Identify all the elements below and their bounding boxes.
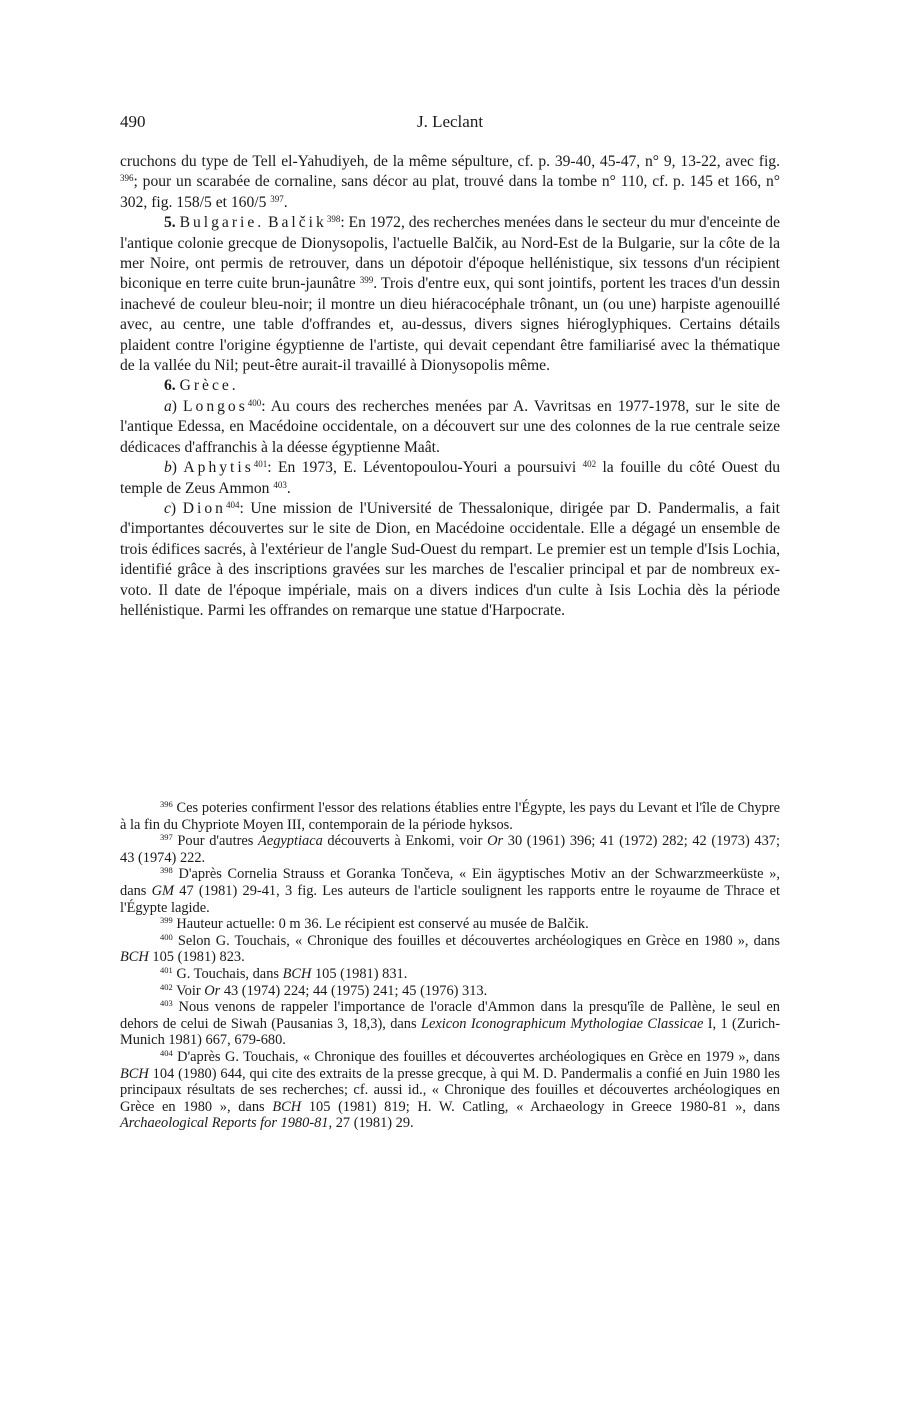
note-ref: 396 (120, 173, 134, 184)
text-run: D'après Cornelia Strauss et Goranka Tončeva, « Ein ägyptisches Motiv an der Schwarzmeerküste », dans (120, 866, 780, 899)
note-ref: 402 (160, 981, 173, 992)
paragraph (120, 376, 780, 396)
italic-text: b (164, 459, 172, 477)
footnote (120, 866, 780, 916)
footnote (120, 833, 780, 866)
text-run: I, 1 (Zurich-Munich 1981) 667, 679-680. (120, 1015, 780, 1049)
running-title: J. Leclant (416, 112, 484, 131)
text-run: 104 (1980) 644, qui cite des extraits de la presse grecque, à qui M. D. Pandermalis a confié en Juin 1980 les principaux résultats de ses recherches; cf. aussi id., « Chronique des fouilles et découvertes archéologiques en Grèce en 1980 », dans (120, 1065, 780, 1115)
italic-text: Lexicon Iconographicum Mythologiae Classicae (420, 1015, 704, 1032)
page (120, 112, 780, 621)
text-run: D'après G. Touchais, « Chronique des fouilles et découvertes archéologiques en Grèce en 1979 », dans (172, 1048, 780, 1065)
text-run: , 27 (1981) 29. (328, 1115, 414, 1132)
italic-text: a (164, 397, 172, 415)
italic-text: Aegyptiaca (258, 833, 323, 850)
note-ref: 401 (160, 964, 173, 975)
paragraph (120, 499, 780, 621)
text-run: cruchons du type de Tell el-Yahudiyeh, de la même sépulture, cf. p. 39-40, 45-47, n° 9, 13-22, avec fig. (120, 153, 780, 170)
text-run: : Une mission de l'Université de Thessalonique, dirigée par D. Pandermalis, a fait d'importantes découvertes sur le site de Dion, en Macédoine occidentale. Elle a dégagé un ensemble de trois édifices sacrés, à l'extérieur de l'angle Sud-Ouest du rempart. Le premier est un temple d'Isis Lochia, identifié grâce à des inscriptions gravées sur les marches de l'escalier principal et par de nombreux ex-voto. Il date de l'époque impériale, mais on a divers indices d'un culte à Isis Lochia dès la période hellénistique. Parmi les offrandes on remarque une statue d'Harpocrate. (120, 499, 780, 619)
text-run: 105 (1981) 823. (148, 949, 245, 966)
text-run: Hauteur actuelle: 0 m 36. Le récipient est conservé au musée de Balčik. (172, 916, 589, 933)
text-run: . (283, 193, 288, 211)
text-run: G. Touchais, dans (172, 965, 283, 982)
text-run: Nous venons de rappeler l'importance de l'oracle d'Ammon dans la presqu'île de Pallène, le seul en dehors de celui de Siwah (Pausanias 3, 18,3), dans (120, 999, 780, 1032)
italic-text: BCH (282, 965, 312, 982)
italic-text: Or (204, 982, 221, 999)
text-run: 105 (1981) 831. (311, 965, 408, 982)
footnote (120, 966, 780, 983)
paragraph (120, 152, 780, 213)
text-run: ) (171, 459, 184, 477)
section-number: 5. (164, 214, 180, 232)
paragraph (120, 213, 780, 376)
section-number: 6. (164, 377, 180, 395)
text-run: ; pour un scarabée de cornaline, sans décor au plat, trouvé dans la tombe n° 110, cf. p. 145 et 166, n° 302, fig. 158/5 et 160/5 (120, 173, 780, 211)
note-ref: 398 (160, 865, 173, 876)
note-ref: 400 (160, 931, 173, 942)
text-run: Selon G. Touchais, « Chronique des fouilles et découvertes archéologiques en Grèce en 1980 », dans (172, 932, 780, 949)
text-run: Voir (172, 982, 205, 999)
note-ref: 399 (359, 275, 374, 286)
text-run: . Trois d'entre eux, qui sont jointifs, portent les traces d'un dessin inachevé de couleur bleu-noir; il montre un dieu hiéracocéphale trônant, un (ou une) harpiste agenouillé avec, au centre, une table d'offrandes et, au-dessus, divers signes hiéroglyphiques. Certains détails plaident contre l'origine égyptienne de l'artiste, qui devait cependant être familiarisé avec la thématique de la vallée du Nil; peut-être aurait-il travaillé à Dionysopolis même. (120, 275, 780, 375)
footnote (120, 1049, 780, 1132)
italic-text: c (164, 499, 171, 517)
text-run: 30 (1961) 396; 41 (1972) 282; 42 (1973) 437; 43 (1974) 222. (120, 833, 780, 866)
footnote (120, 983, 780, 1000)
text-run: : En 1973, E. Léventopoulou-Youri a poursuivi (267, 459, 583, 477)
note-ref: 397 (160, 832, 173, 843)
note-ref: 396 (160, 799, 173, 809)
spaced-heading: Aphytis (183, 459, 254, 477)
text-run: ) (171, 397, 184, 415)
spaced-heading: Dion (182, 499, 226, 517)
note-ref: 397 (270, 193, 284, 204)
footnote (120, 916, 780, 933)
note-ref: 398 (326, 214, 341, 225)
footnote (120, 999, 780, 1049)
text-run: découverts à Enkomi, voir (322, 833, 488, 850)
text-run: Ces poteries confirment l'essor des relations établies entre l'Égypte, les pays du Levant et l'île de Chypre à la fin du Chypriote Moyen III, contemporain de la période hyksos. (120, 800, 780, 833)
note-ref: 404 (160, 1047, 173, 1058)
footnotes (120, 800, 780, 1132)
note-ref: 399 (160, 915, 173, 926)
italic-text: Archaeological Reports for 1980-81 (120, 1115, 329, 1132)
text-run: 47 (1981) 29-41, 3 fig. Les auteurs de l'article soulignent les rapports entre le royaume de Thrace et l'Égypte lagide. (120, 882, 780, 916)
spaced-heading: Grèce. (179, 377, 239, 395)
italic-text: GM (151, 882, 175, 899)
text-run: la fouille du côté Ouest du temple de Zeus Ammon (120, 459, 780, 497)
spaced-heading: Balčik (268, 214, 327, 232)
body-text (120, 152, 780, 621)
italic-text: BCH (272, 1098, 302, 1115)
text-run: : Au cours des recherches menées par A. Vavritsas en 1977-1978, sur le site de l'antique Edessa, en Macédoine occidentale, on a découvert sur une des colonnes de la rue centrale seize dédicaces d'affranchis à la déesse égyptienne Maât. (120, 397, 781, 456)
spaced-heading: Longos (183, 397, 248, 415)
text-run: 43 (1974) 224; 44 (1975) 241; 45 (1976) 313. (220, 982, 488, 999)
paragraph (120, 458, 780, 499)
text-run: . (286, 479, 291, 497)
italic-text: Or (487, 833, 504, 850)
note-ref: 403 (160, 998, 173, 1009)
italic-text: BCH (120, 949, 149, 966)
footnote (120, 933, 780, 966)
note-ref: 403 (273, 479, 287, 490)
spaced-heading: Bulgarie. (179, 214, 265, 232)
text-run: 105 (1981) 819; H. W. Catling, « Archaeology in Greece 1980-81 », dans (301, 1098, 780, 1115)
note-ref: 400 (247, 397, 262, 408)
paragraph (120, 397, 780, 458)
note-ref: 402 (582, 459, 597, 470)
text-run: Pour d'autres (172, 833, 259, 850)
italic-text: BCH (120, 1065, 149, 1082)
footnote (120, 800, 780, 833)
running-header (120, 112, 780, 142)
note-ref: 404 (225, 499, 240, 510)
page-number: 490 (120, 112, 146, 131)
text-run: : En 1972, des recherches menées dans le secteur du mur d'enceinte de l'antique colonie grecque de Dionysopolis, l'actuelle Balčik, au Nord-Est de la Bulgarie, sur la côte de la mer Noire, ont permis de retrouver, dans un dépotoir d'époque hellénistique, six tessons d'un récipient biconique en terre cuite brun-jaunâtre (120, 214, 781, 293)
note-ref: 401 (253, 459, 268, 470)
text-run: ) (170, 499, 183, 517)
